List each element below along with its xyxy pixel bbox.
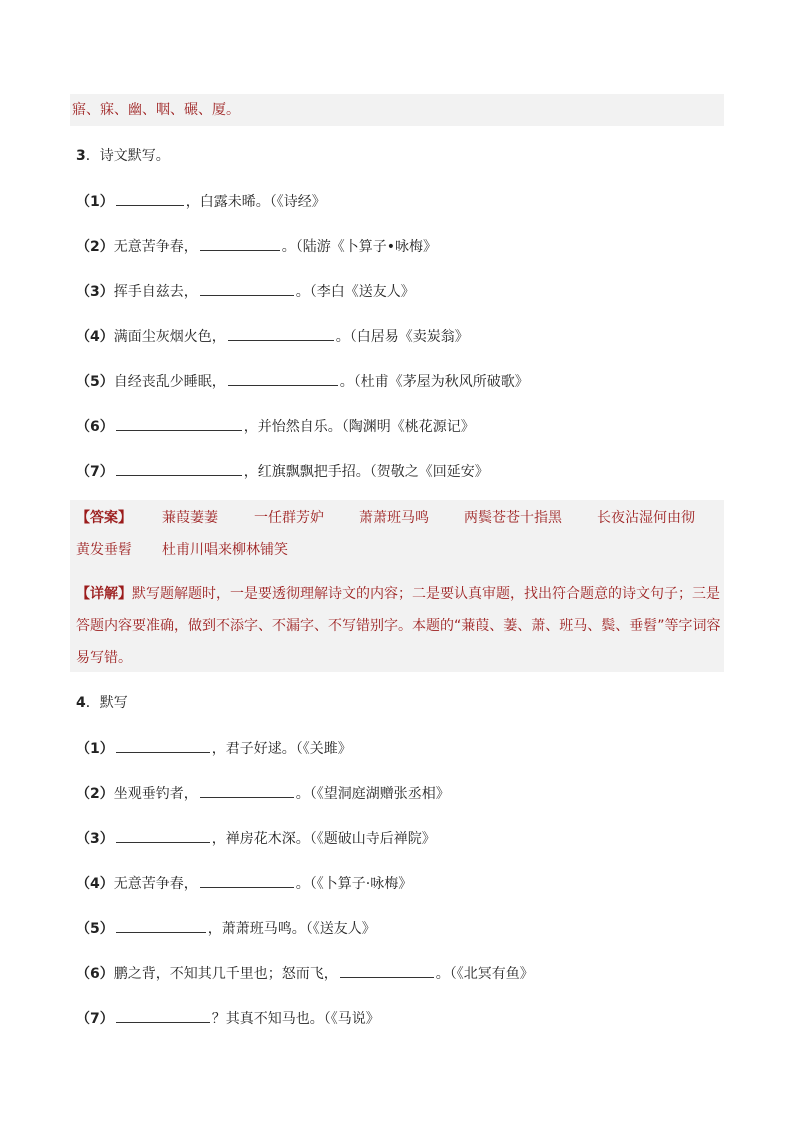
answer-blank[interactable] bbox=[200, 873, 294, 888]
q3-item-index: （1） bbox=[76, 194, 114, 210]
q4-heading bbox=[76, 693, 128, 713]
q3-answer-row-1 bbox=[76, 507, 722, 529]
answer-blank[interactable] bbox=[200, 281, 294, 296]
answer-blank[interactable] bbox=[116, 918, 206, 933]
answer-blank[interactable] bbox=[116, 461, 242, 476]
q4-item-before: 坐观垂钓者， bbox=[113, 786, 198, 802]
q4-number: 4 bbox=[76, 695, 86, 711]
answer-blank[interactable] bbox=[116, 1008, 210, 1023]
q4-item-2 bbox=[76, 783, 450, 803]
q3-item-1 bbox=[76, 191, 326, 211]
q4-item-after: 。（《望洞庭湖赠张丞相》 bbox=[295, 786, 450, 802]
q3-item-after: ，并怡然自乐。（陶渊明《桃花源记》 bbox=[243, 419, 475, 435]
q4-item-after: ，君子好逑。（《关雎》 bbox=[211, 741, 352, 757]
q3-item-before: 满面尘灰烟火色， bbox=[113, 329, 226, 345]
q4-item-before: 无意苦争春， bbox=[113, 876, 198, 892]
q4-item-after: 。（《北冥有鱼》 bbox=[435, 966, 534, 982]
q4-item-index: （1） bbox=[76, 741, 114, 757]
q3-item-4 bbox=[76, 326, 469, 346]
q3-item-after: 。（陆游《卜算子•咏梅》 bbox=[281, 239, 438, 255]
q4-title: ．默写 bbox=[85, 695, 128, 711]
answer-item: 长夜沾湿何由彻 bbox=[597, 510, 695, 526]
q3-item-after: 。（白居易《卖炭翁》 bbox=[335, 329, 469, 345]
top-answer-text: 寤、寐、幽、咽、碾、厦。 bbox=[72, 102, 240, 118]
q3-item-3 bbox=[76, 281, 415, 301]
answer-blank[interactable] bbox=[200, 783, 294, 798]
top-answer-box bbox=[70, 94, 724, 126]
q3-item-2 bbox=[76, 236, 437, 256]
q3-item-7 bbox=[76, 461, 489, 481]
answer-blank[interactable] bbox=[228, 371, 338, 386]
q3-item-after: 。（杜甫《茅屋为秋风所破歌》 bbox=[339, 374, 529, 390]
answer-item: 杜甫川唱来柳林铺笑 bbox=[162, 542, 288, 558]
answer-blank[interactable] bbox=[228, 326, 334, 341]
q3-number: 3 bbox=[76, 148, 86, 164]
answer-blank[interactable] bbox=[340, 963, 434, 978]
detail-tag: 【详解】 bbox=[76, 586, 132, 602]
q3-item-index: （7） bbox=[76, 464, 114, 480]
q4-item-after: ，禅房花木深。（《题破山寺后禅院》 bbox=[211, 831, 436, 847]
q3-item-before: 挥手自兹去， bbox=[113, 284, 198, 300]
answer-blank[interactable] bbox=[116, 416, 242, 431]
q4-item-index: （4） bbox=[76, 876, 114, 892]
q4-item-after: ？其真不知马也。（《马说》 bbox=[211, 1011, 380, 1027]
q3-item-after: ，白露未晞。（《诗经》 bbox=[185, 194, 326, 210]
q3-item-after: ，红旗飘飘把手招。（贺敬之《回延安》 bbox=[243, 464, 489, 480]
answer-tag: 【答案】 bbox=[76, 510, 132, 526]
answer-item: 两鬓苍苍十指黑 bbox=[464, 510, 562, 526]
q3-item-before: 无意苦争春， bbox=[113, 239, 198, 255]
q4-item-index: （5） bbox=[76, 921, 114, 937]
q3-item-index: （5） bbox=[76, 374, 114, 390]
q4-item-4 bbox=[76, 873, 412, 893]
q3-item-5 bbox=[76, 371, 529, 391]
q3-heading bbox=[76, 146, 170, 166]
answer-blank[interactable] bbox=[116, 191, 184, 206]
answer-item: 黄发垂髫 bbox=[76, 542, 132, 558]
q3-item-index: （3） bbox=[76, 284, 114, 300]
q4-item-after: 。（《卜算子·咏梅》 bbox=[295, 876, 413, 892]
q3-item-index: （6） bbox=[76, 419, 114, 435]
answer-blank[interactable] bbox=[200, 236, 280, 251]
answer-blank[interactable] bbox=[116, 738, 210, 753]
answer-item: 一任群芳妒 bbox=[254, 510, 324, 526]
q4-item-5 bbox=[76, 918, 376, 938]
q3-title: ．诗文默写。 bbox=[85, 148, 170, 164]
q4-item-3 bbox=[76, 828, 436, 848]
q3-detail bbox=[76, 578, 722, 674]
answer-item: 萧萧班马鸣 bbox=[359, 510, 429, 526]
q4-item-6 bbox=[76, 963, 534, 983]
q3-item-after: 。（李白《送友人》 bbox=[295, 284, 415, 300]
q4-item-after: ，萧萧班马鸣。（《送友人》 bbox=[207, 921, 376, 937]
detail-text: 默写题解题时，一是要透彻理解诗文的内容；二是要认真审题，找出符合题意的诗文句子；三是答题内容要准确，做到不添字、不漏字、不写错别字。本题的“蒹葭、萋、萧、班马、鬓、垂髫”等字词容易写错。 bbox=[76, 586, 721, 666]
q4-item-1 bbox=[76, 738, 352, 758]
q3-item-index: （4） bbox=[76, 329, 114, 345]
q4-item-index: （3） bbox=[76, 831, 114, 847]
q4-item-index: （6） bbox=[76, 966, 114, 982]
q4-item-index: （2） bbox=[76, 786, 114, 802]
q3-item-6 bbox=[76, 416, 475, 436]
q4-item-7 bbox=[76, 1008, 380, 1028]
q3-item-before: 自经丧乱少睡眠， bbox=[113, 374, 226, 390]
answer-item: 蒹葭萋萋 bbox=[162, 510, 218, 526]
q4-item-before: 鹏之背，不知其几千里也；怒而飞， bbox=[113, 966, 338, 982]
answer-blank[interactable] bbox=[116, 828, 210, 843]
q4-item-index: （7） bbox=[76, 1011, 114, 1027]
q3-item-index: （2） bbox=[76, 239, 114, 255]
q3-answer-row-2 bbox=[76, 539, 722, 561]
